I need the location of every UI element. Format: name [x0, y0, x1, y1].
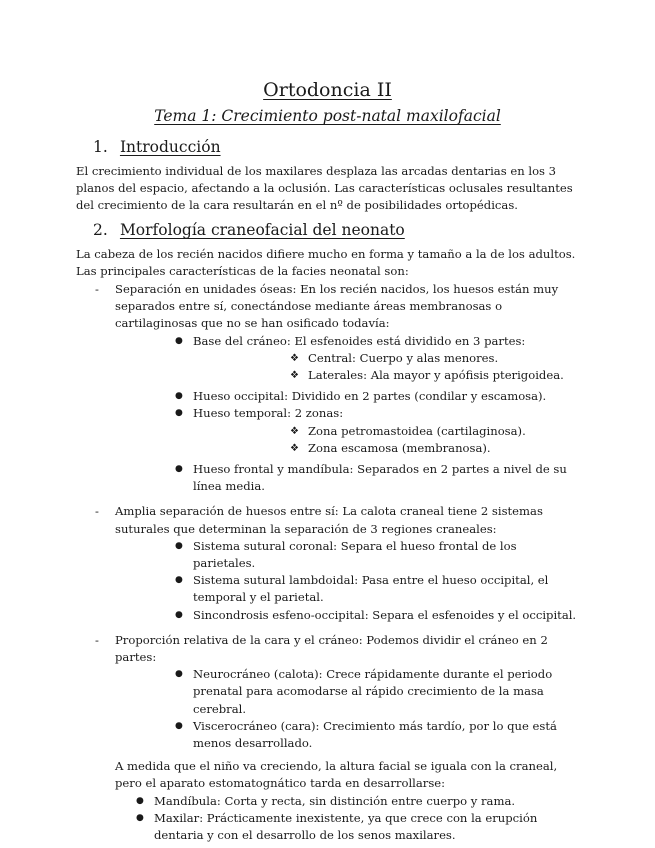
bullet-icon: ● — [175, 335, 183, 346]
list-item — [115, 461, 582, 495]
bullet-icon: ● — [175, 669, 183, 680]
dash-marker: - — [95, 282, 99, 296]
section-number: 1. — [93, 138, 108, 156]
diamond-icon: ❖ — [290, 370, 299, 382]
section-title: Introducción — [119, 138, 221, 156]
list-item-text: Mandíbula: Corta y recta, sin distinción entre cuerpo y rama. — [154, 793, 516, 808]
dash-marker: - — [95, 632, 99, 647]
list-item-text: Sistema sutural lambdoidal: Pasa entre el hueso occipital, el temporal y el parietal. — [193, 573, 549, 605]
list-item-text: Central: Cuerpo y alas menores. — [308, 350, 499, 365]
list-item-text: Neurocráneo (calota): Crece rápidamente durante el periodo prenatal para acomodarse al rápido crecimiento de la masa cerebral. — [193, 667, 553, 716]
list-item-text: Hueso temporal: 2 zonas: — [193, 406, 344, 421]
document-subtitle: Tema 1: Crecimiento post-natal maxilofacial — [154, 107, 501, 125]
bullet-icon: ● — [175, 720, 183, 731]
bullet-icon: ● — [175, 575, 183, 586]
bullet-icon: ● — [175, 391, 183, 402]
list-item — [193, 440, 582, 457]
list-item-text: Proporción relativa de la cara y el cráneo: Podemos dividir el cráneo en 2 partes: — [115, 632, 548, 665]
morfologia-list — [76, 281, 582, 844]
list-item-text: Zona escamosa (membranosa). — [308, 440, 491, 455]
list-item-text: Sistema sutural coronal: Separa el hueso frontal de los parietales. — [193, 538, 517, 571]
list-item — [76, 793, 582, 810]
bullet-icon: ● — [175, 540, 183, 551]
list-item-text: Laterales: Ala mayor y apófisis pterigoidea. — [308, 368, 564, 383]
morfologia-paragraph: La cabeza de los recién nacidos difiere mucho en forma y tamaño a la de los adultos. Las principales características de la facies neonatal son: — [76, 247, 576, 279]
list-item — [115, 333, 582, 385]
list-item-text: Base del cráneo: El esfenoides está dividido en 3 partes: — [193, 333, 526, 348]
list-item — [76, 281, 582, 495]
list-item — [193, 350, 582, 367]
diamond-icon: ❖ — [290, 442, 299, 454]
list-item-text: Hueso frontal y mandíbula: Separados en 2 partes a nivel de su línea media. — [193, 462, 567, 494]
section-title: Morfología craneofacial del neonato — [119, 221, 405, 239]
diamond-icon: ❖ — [290, 352, 299, 364]
section-heading-morfologia — [93, 220, 405, 240]
list-item — [193, 367, 582, 384]
list-item — [76, 632, 582, 752]
growth-note: A medida que el niño va creciendo, la altura facial se iguala con la craneal, pero el aparato estomatognático tarda en desarrollarse: — [115, 759, 558, 791]
bullet-icon: ● — [175, 464, 183, 475]
document-title: Ortodoncia II — [263, 79, 392, 101]
bullet-icon: ● — [175, 609, 183, 620]
intro-paragraph: El crecimiento individual de los maxilares desplaza las arcadas dentarias en los 3 planos del espacio, afectando a la oclusión. Las características oclusales resultantes del crecimiento de la cara resultarán en el nº de posibilidades ortopédicas. — [76, 164, 573, 213]
list-item — [76, 810, 582, 844]
list-item-text: Separación en unidades óseas: En los recién nacidos, los huesos están muy separados entre sí, conectándose mediante áreas membranosas o cartilaginosas que no se han osificado todavía: — [115, 282, 559, 331]
list-item — [115, 405, 582, 457]
list-item — [115, 718, 582, 752]
section-number: 2. — [93, 221, 108, 239]
diamond-icon: ❖ — [290, 425, 299, 437]
list-item-text: Maxilar: Prácticamente inexistente, ya que crece con la erupción dentaria y con el desarrollo de los senos maxilares. — [154, 810, 538, 843]
bullet-icon: ● — [136, 812, 144, 823]
bullet-icon: ● — [175, 408, 183, 419]
list-item — [115, 572, 582, 606]
list-item-text: Amplia separación de huesos entre sí: La calota craneal tiene 2 sistemas suturales que determinan la separación de 3 regiones craneales: — [115, 504, 543, 536]
list-item — [76, 503, 582, 623]
list-item — [115, 607, 582, 624]
list-item-text: Sincondrosis esfeno-occipital: Separa el esfenoides y el occipital. — [193, 607, 577, 622]
list-item-text: Viscerocráneo (cara): Crecimiento más tardío, por lo que está menos desarrollado. — [193, 718, 557, 751]
list-item-text: Zona petromastoidea (cartilaginosa). — [308, 423, 526, 438]
list-item — [115, 388, 582, 405]
list-item — [115, 538, 582, 572]
dash-marker: - — [95, 504, 99, 519]
list-item — [115, 666, 582, 718]
list-item-text: Hueso occipital: Dividido en 2 partes (condilar y escamosa). — [193, 389, 547, 404]
bullet-icon: ● — [136, 795, 144, 806]
list-item — [193, 423, 582, 440]
section-heading-introduccion — [93, 137, 221, 157]
